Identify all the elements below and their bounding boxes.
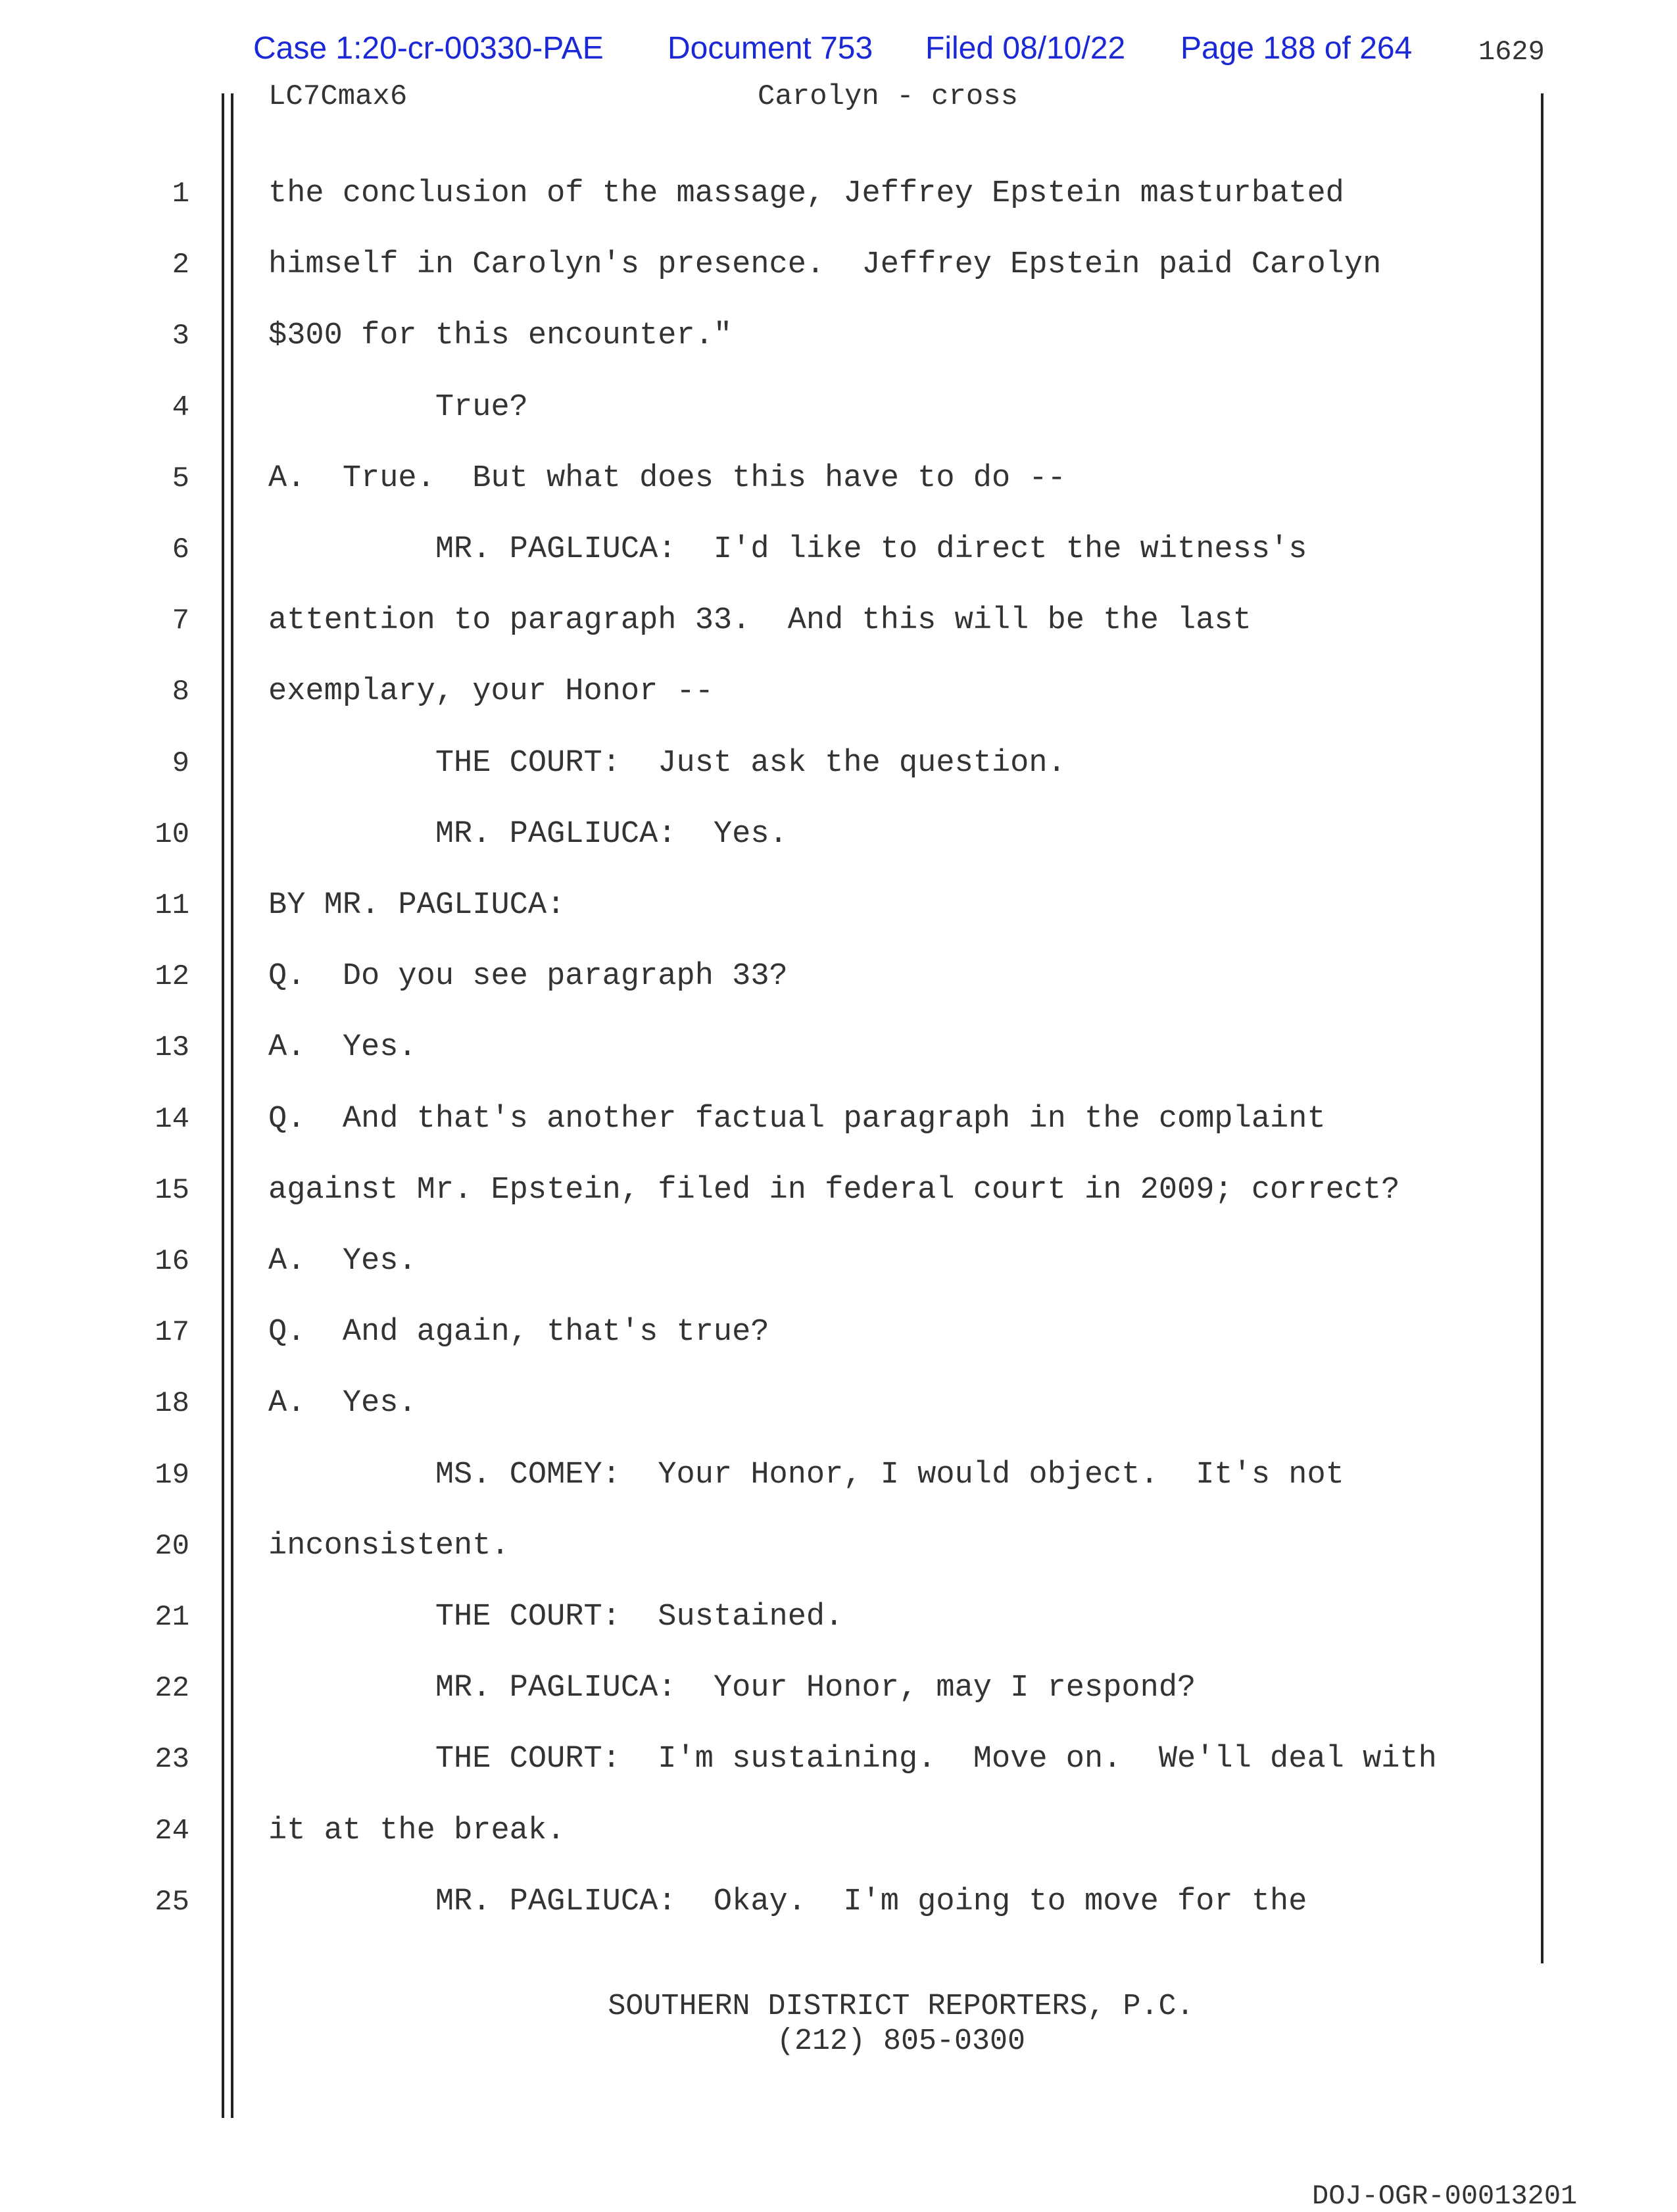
transcript-line: A. Yes. xyxy=(268,1386,417,1421)
line-number: 5 xyxy=(172,462,189,495)
bates-number: DOJ-OGR-00013201 xyxy=(1312,2180,1578,2212)
transcript-line: MR. PAGLIUCA: Yes. xyxy=(268,817,788,852)
line-number: 23 xyxy=(155,1743,189,1776)
transcript-line: A. Yes. xyxy=(268,1030,417,1065)
case-number: Case 1:20-cr-00330-PAE xyxy=(253,31,604,66)
transcript-line: THE COURT: Sustained. xyxy=(268,1600,844,1634)
transcript-line: MR. PAGLIUCA: Your Honor, may I respond? xyxy=(268,1671,1196,1706)
line-number: 12 xyxy=(155,960,189,993)
line-number: 4 xyxy=(172,391,189,424)
transcript-line: MS. COMEY: Your Honor, I would object. It's not xyxy=(268,1458,1344,1492)
transcript-line: Q. Do you see paragraph 33? xyxy=(268,959,788,994)
transcript-line: against Mr. Epstein, filed in federal court in 2009; correct? xyxy=(268,1173,1400,1208)
line-number: 14 xyxy=(155,1103,189,1136)
reporter-name: SOUTHERN DISTRICT REPORTERS, P.C. xyxy=(608,1990,1194,2023)
line-number: 10 xyxy=(155,818,189,851)
line-number: 18 xyxy=(155,1387,189,1420)
left-margin-rule-outer xyxy=(222,93,224,2118)
transcript-line: BY MR. PAGLIUCA: xyxy=(268,888,566,923)
transcript-page-number: 1629 xyxy=(1478,36,1545,68)
transcript-line: THE COURT: I'm sustaining. Move on. We'll deal with xyxy=(268,1742,1437,1777)
line-number: 6 xyxy=(172,533,189,566)
line-number: 2 xyxy=(172,249,189,282)
line-number: 22 xyxy=(155,1672,189,1705)
transcript-line: A. True. But what does this have to do -- xyxy=(268,461,1066,496)
line-number: 16 xyxy=(155,1245,189,1278)
line-number: 17 xyxy=(155,1316,189,1349)
line-number: 8 xyxy=(172,676,189,708)
transcript-line: True? xyxy=(268,390,528,425)
right-margin-rule xyxy=(1541,93,1543,1963)
transcript-line: inconsistent. xyxy=(268,1529,510,1563)
document-number: Document 753 xyxy=(668,31,873,66)
line-number: 13 xyxy=(155,1031,189,1064)
transcript-line: Q. And that's another factual paragraph in the complaint xyxy=(268,1102,1326,1137)
line-number: 19 xyxy=(155,1459,189,1492)
reporter-phone: (212) 805-0300 xyxy=(776,2025,1026,2058)
left-margin-rule-inner xyxy=(231,93,233,2118)
line-number: 21 xyxy=(155,1601,189,1634)
line-number: 15 xyxy=(155,1174,189,1207)
page-of-total: Page 188 of 264 xyxy=(1180,31,1413,66)
line-number: 20 xyxy=(155,1530,189,1563)
filed-date: Filed 08/10/22 xyxy=(925,31,1126,66)
running-head-title: Carolyn - cross xyxy=(758,80,1019,113)
running-head-code: LC7Cmax6 xyxy=(268,80,408,113)
transcript-line: A. Yes. xyxy=(268,1244,417,1279)
line-number: 24 xyxy=(155,1815,189,1848)
line-number: 9 xyxy=(172,747,189,780)
transcript-line: THE COURT: Just ask the question. xyxy=(268,746,1066,781)
transcript-line: attention to paragraph 33. And this will be the last xyxy=(268,603,1252,638)
transcript-line: $300 for this encounter." xyxy=(268,318,733,353)
line-number: 7 xyxy=(172,604,189,637)
transcript-line: Q. And again, that's true? xyxy=(268,1315,769,1350)
transcript-line: himself in Carolyn's presence. Jeffrey Epstein paid Carolyn xyxy=(268,247,1382,282)
transcript-line: MR. PAGLIUCA: Okay. I'm going to move for the xyxy=(268,1884,1307,1919)
transcript-line: MR. PAGLIUCA: I'd like to direct the witness's xyxy=(268,532,1307,567)
transcript-line: the conclusion of the massage, Jeffrey Epstein masturbated xyxy=(268,176,1344,211)
line-number: 1 xyxy=(172,178,189,210)
transcript-line: it at the break. xyxy=(268,1813,566,1848)
transcript-line: exemplary, your Honor -- xyxy=(268,674,714,709)
line-number: 11 xyxy=(155,889,189,922)
line-number: 3 xyxy=(172,320,189,353)
line-number: 25 xyxy=(155,1886,189,1919)
